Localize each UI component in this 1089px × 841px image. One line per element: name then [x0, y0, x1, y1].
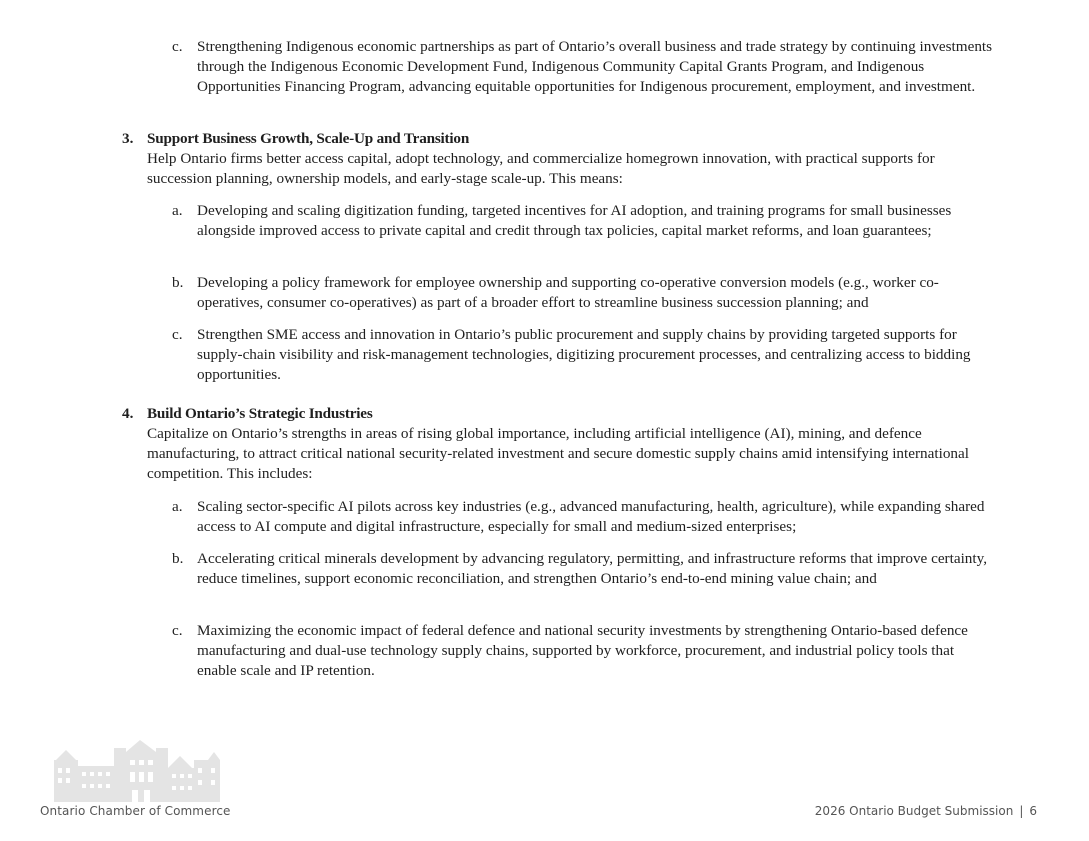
section-title: Support Business Growth, Scale-Up and Transition — [147, 130, 470, 147]
list-item-text: Developing a policy framework for employee ownership and supporting co-operative conversion models (e.g., worker co-operatives, consumer co-operatives) as part of a broader effort to streamline business succession planning; and — [197, 274, 939, 311]
section-title: Build Ontario’s Strategic Industries — [147, 405, 373, 422]
list-marker: b. — [172, 550, 184, 567]
list-item-text: Accelerating critical minerals development by advancing regulatory, permitting, and infrastructure reforms that improve certainty, reduce timelines, support economic reconciliation, and strengthen Ontario’s end-to-end mining value chain; and — [197, 550, 988, 587]
organization-name: Ontario Chamber of Commerce — [40, 804, 231, 818]
document-title: 2026 Ontario Budget Submission — [814, 804, 1014, 818]
list-item-text: Strengthening Indigenous economic partnerships as part of Ontario’s overall business and trade strategy by continuing investments through the Indigenous Economic Development Fund, Indigenous Community Capital Grants Program, and Indigenous Opportunities Financing Program, advancing equitable opportunities for Indigenous procurement, employment, and investment. — [197, 38, 993, 95]
list-marker: c. — [172, 622, 183, 639]
page-number: 6 — [1029, 804, 1037, 818]
list-item-text: Scaling sector-specific AI pilots across key industries (e.g., advanced manufacturing, health, agriculture), while expanding shared access to AI compute and digital infrastructure, especially for small and medium-sized enterprises; — [197, 498, 985, 535]
list-marker: c. — [172, 38, 183, 55]
list-item-text: Maximizing the economic impact of federal defence and national security investments by strengthening Ontario-based defence manufacturing and dual-use technology supply chains, supported by workforce, procurement, and industrial policy tools that enable scale and IP retention. — [197, 622, 968, 679]
section-description: Help Ontario firms better access capital, adopt technology, and commercialize homegrown innovation, with practical supports for succession planning, ownership models, and early-stage scale-up. This means: — [147, 150, 935, 187]
footer-separator: | — [1019, 804, 1024, 818]
section-number: 4. — [122, 405, 134, 422]
list-item-text: Developing and scaling digitization funding, targeted incentives for AI adoption, and training programs for small businesses alongside improved access to private capital and credit through tax policies, capital market reforms, and loan guarantees; — [197, 202, 952, 239]
section-number: 3. — [122, 130, 134, 147]
page-footer — [815, 804, 1037, 818]
legislative-building-icon — [52, 738, 222, 802]
section-description: Capitalize on Ontario’s strengths in areas of rising global importance, including artificial intelligence (AI), mining, and defence manufacturing, to attract critical national security-related investment and secure domestic supply chains amid intensifying international competition. This includes: — [147, 425, 969, 482]
list-marker: a. — [172, 202, 183, 219]
list-item-text: Strengthen SME access and innovation in Ontario’s public procurement and supply chains by providing targeted supports for supply-chain visibility and risk-management technologies, digitizing procurement processes, and centralizing access to bidding opportunities. — [197, 326, 971, 383]
list-marker: c. — [172, 326, 183, 343]
list-marker: b. — [172, 274, 184, 291]
list-marker: a. — [172, 498, 183, 515]
